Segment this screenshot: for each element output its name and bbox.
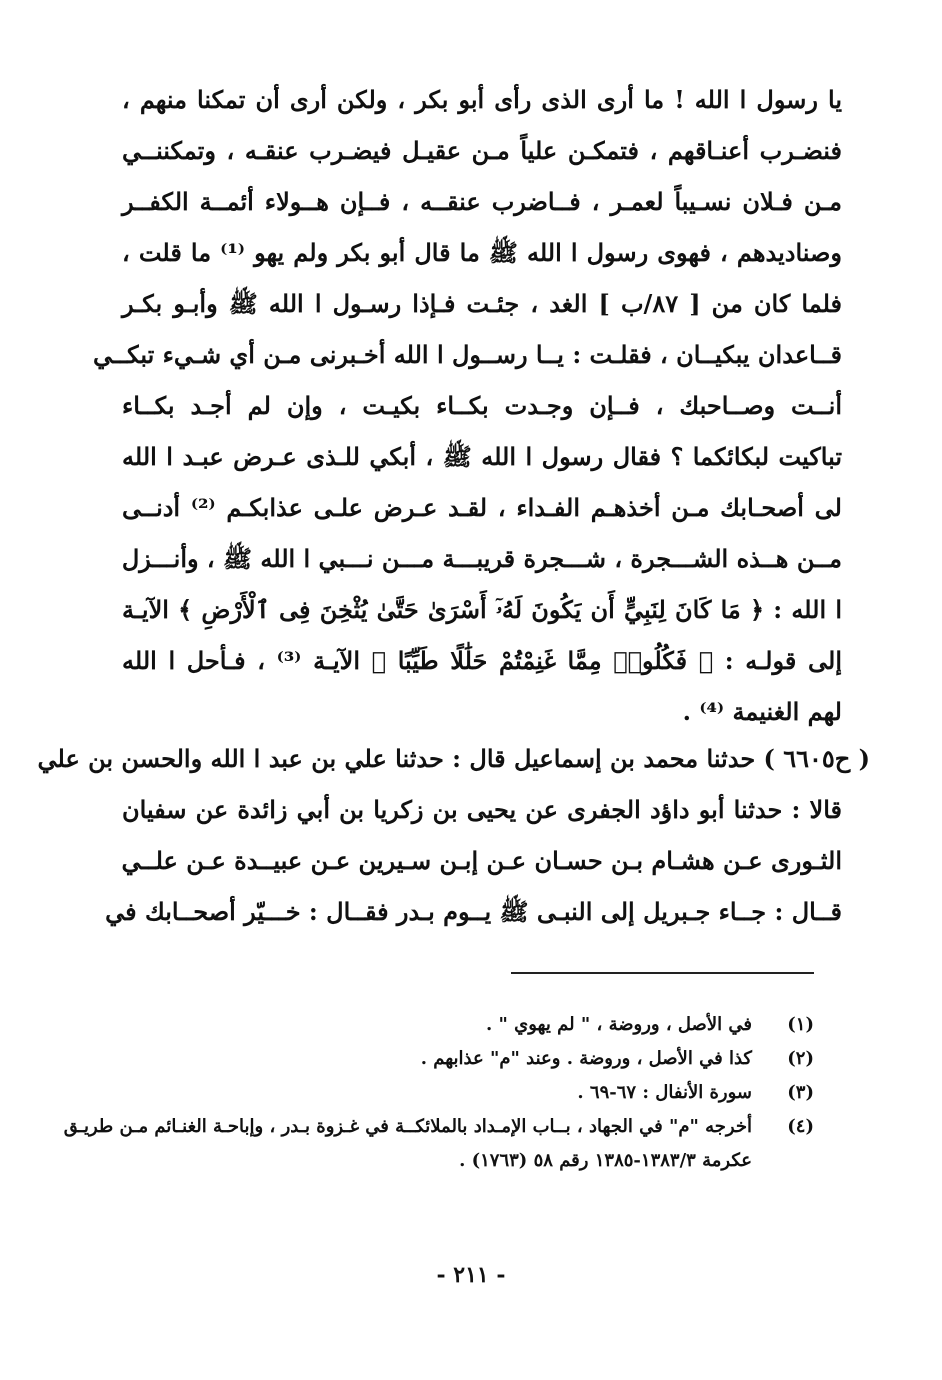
quran-verse-line: إلى قولـه : ﴿ فَكُلُوا۟ مِمَّا غَنِمْتُمْ حَلَٰلًا طَيِّبًا ﴾ الآيـة ⁽³⁾ ، فـأحل ا الله [122, 646, 842, 675]
footnote-line: عكرمة ١٣٨٣/٣-١٣٨٥ رقم ٥٨ (١٧٦٣) . [459, 1150, 752, 1171]
page-number: - ٢١١ - [436, 1262, 506, 1288]
footnote-number: (٢) [787, 1048, 814, 1069]
main-text-block [93, 74, 842, 737]
footnote-divider [511, 972, 814, 974]
footnote-number: (٣) [787, 1082, 814, 1103]
text-line: فلما كان من [ ٨٧/ب ] الغد ، جئـت فـإذا رسـول ا الله ﷺ وأبـو بكـر [122, 289, 842, 318]
hadith-line: قالا : حدثنا أبو داؤد الجفرى عن يحيى بن زكريا بن أبي زائدة عن سفيان [122, 795, 842, 824]
footnote-line: سورة الأنفال : ٦٧-٦٩ . [577, 1082, 752, 1103]
text-line: لهم الغنيمة ⁽⁴⁾ . [682, 697, 842, 726]
text-line: تباكيت لبكائكما ؟ فقال رسول ا الله ﷺ ، أبكي للـذى عـرض عبـد ا الله [122, 442, 842, 471]
footnote-number: (١) [787, 1014, 814, 1035]
footnote-text [122, 1076, 752, 1110]
hadith-line: الثـورى عـن هشـام بـن حسـان عـن إبـن سـيرين عـن عبيــدة عـن علــي [121, 846, 842, 875]
text-line: يا رسول ا الله ! ما أرى الذى رأى أبو بكر ، ولكن أرى أن تمكنا منهم ، [122, 85, 842, 114]
text-line: مـن فـلان نسـيباً لعمـر ، فــاضرب عنقــه ، فــإن هــولاء أئمــة الكفــر [122, 187, 842, 216]
text-line: قــاعدان يبكيــان ، فقلـت : يــا رســول ا الله أخـبرنى مـن أي شـيء تبكــي [93, 340, 842, 369]
footnote [122, 1042, 814, 1076]
text-line: أنــت وصــاحبك ، فــإن وجـدت بكــاء بكيـت ، وإن لم أجـد بكــاء [122, 391, 842, 420]
hadith-block [37, 733, 870, 937]
footnote-text [64, 1110, 752, 1178]
hadith-line: قــال : جــاء جـبريل إلى النبـى ﷺ يــوم بـدر فقــال : خـــيّر أصحــابك في [105, 897, 842, 926]
text-line: وصناديدهم ، فهوى رسول ا الله ﷺ ما قال أبو بكر ولم يهو ⁽¹⁾ ما قلت ، [122, 238, 842, 267]
text-line: مــن هــذه الشـــجرة ، شـــجرة قريبـــة مـــن نـــبي ا الله ﷺ ، وأنـــزل [121, 544, 842, 573]
footnote-line: أخرجه "م" في الجهاد ، بــاب الإمـداد بالملائكــة في غـزوة بـدر ، وإباحـة الغنـائم مـن طريـق [63, 1116, 752, 1137]
footnotes [63, 1008, 814, 1178]
footnote-line: كذا في الأصل ، وروضة . وعند "م" عذابهم . [420, 1048, 752, 1069]
quran-verse-line: ا الله : ﴿ مَا كَانَ لِنَبِيٍّ أَن يَكُونَ لَهُۥٓ أَسْرَىٰ حَتَّىٰ يُثْخِنَ فِى ٱلْأَرْضِ ﴾ الآيـة [122, 595, 842, 624]
hadith-heading-line: ( ح٦٦٠٥ ) حدثنا محمد بن إسماعيل قال : حدثنا علي بن عبد ا الله والحسن بن علي [37, 744, 870, 773]
footnote-line: في الأصل ، وروضة ، " لم يهوي " . [485, 1014, 752, 1035]
footnote-number: (٤) [787, 1116, 814, 1137]
text-line: لى أصحـابك مـن أخذهـم الفـداء ، لقـد عـرض علـى عذابكـم ⁽²⁾ أدنــى [122, 493, 842, 522]
footnote [63, 1110, 814, 1178]
footnote-text [122, 1042, 752, 1076]
footnote-text [122, 1008, 752, 1042]
text-line: فنضـرب أعنـاقهم ، فتمكـن علياً مـن عقيـل فيضـرب عنقـه ، وتمكننــي [122, 136, 842, 165]
footnote [122, 1008, 814, 1042]
footnote [122, 1076, 814, 1110]
